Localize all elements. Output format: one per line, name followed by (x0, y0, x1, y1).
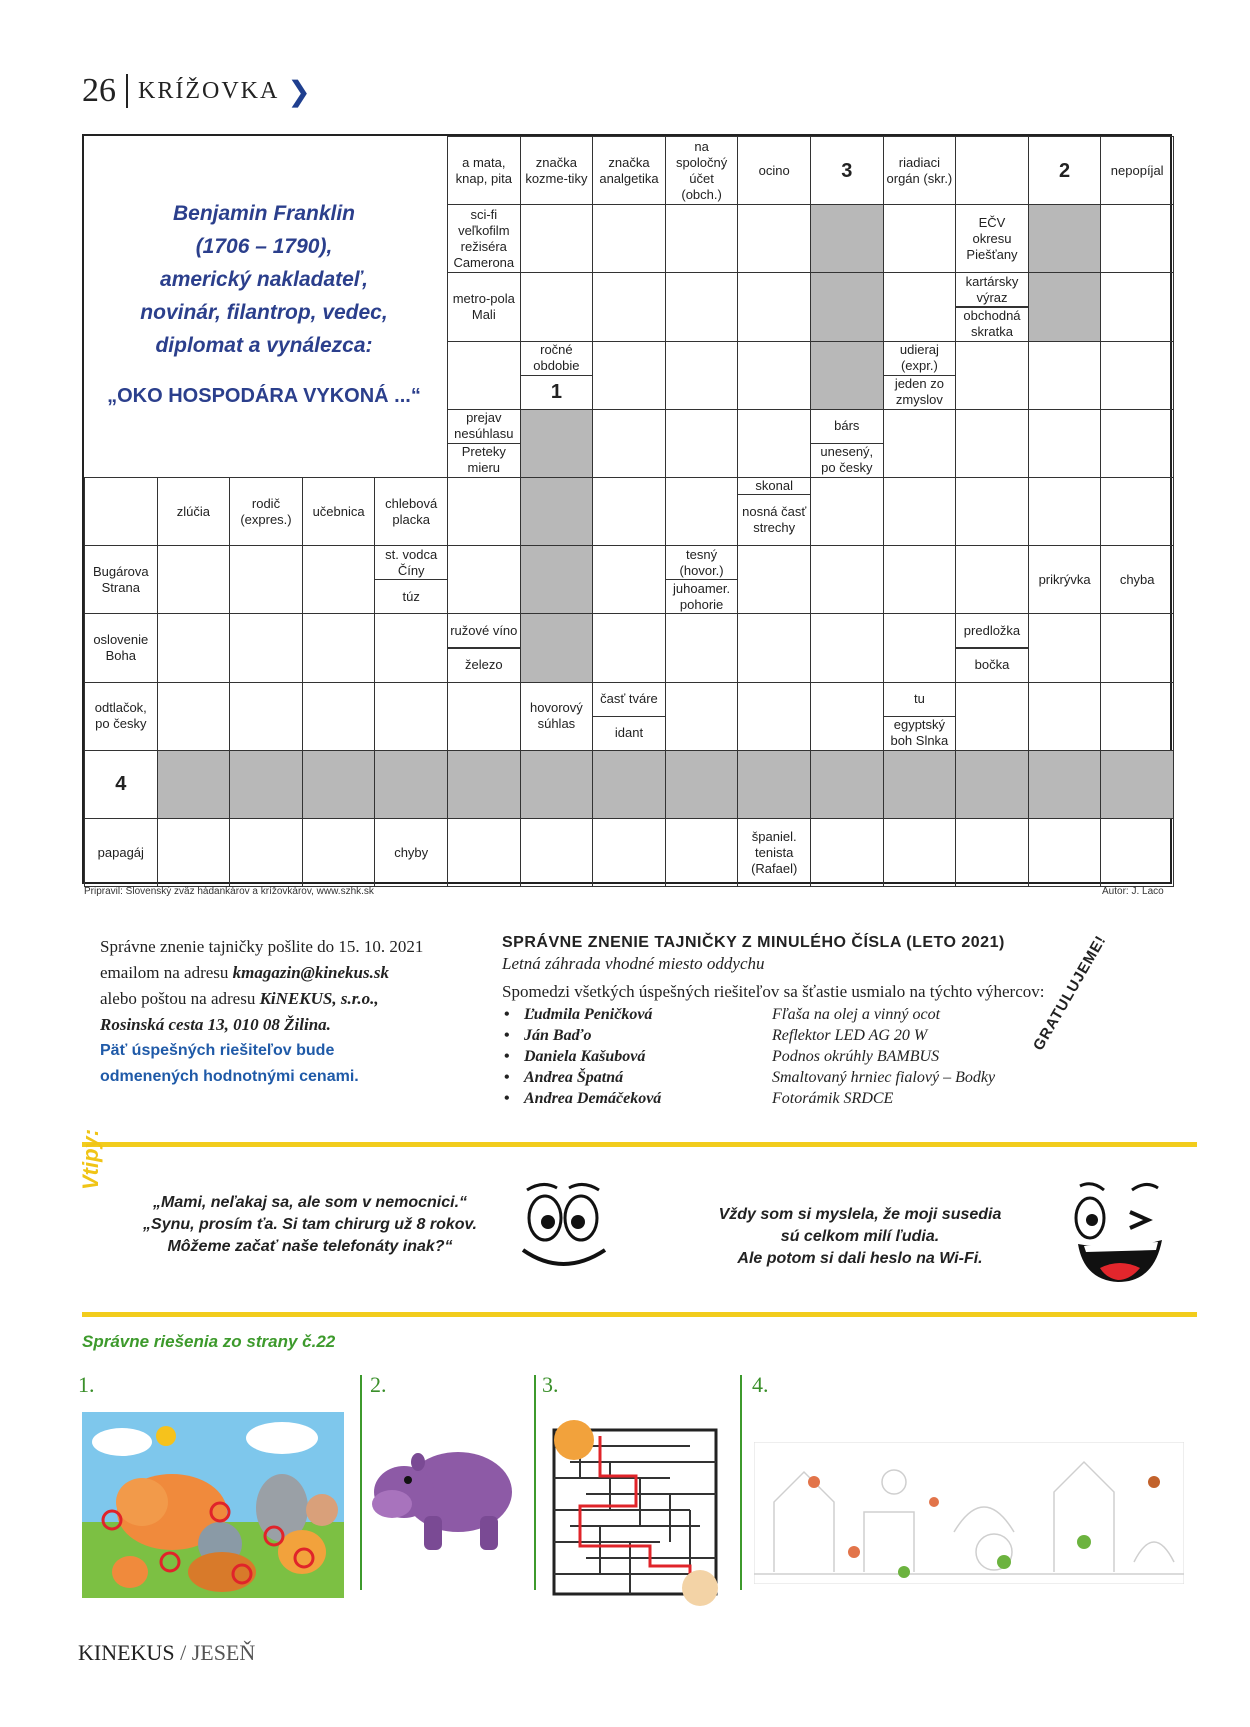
clue-cell: Preteky mieru (447, 443, 521, 478)
answer-cell[interactable] (665, 409, 739, 478)
answer-cell[interactable] (229, 682, 303, 751)
answer-cell[interactable] (592, 818, 666, 887)
answer-cell[interactable] (665, 477, 739, 546)
secret-cell[interactable] (520, 409, 594, 478)
answer-cell[interactable] (810, 613, 884, 682)
answer-cell[interactable] (157, 682, 231, 751)
list-item: • Andrea Demáčeková Fotorámik SRDCE (502, 1090, 1122, 1111)
clue-cell: prejav nesúhlasu (447, 409, 521, 444)
answer-cell[interactable] (592, 204, 666, 273)
secret-cell[interactable] (520, 613, 594, 682)
secret-cell[interactable] (1028, 750, 1102, 819)
answer-cell[interactable] (157, 545, 231, 614)
divider-bottom (82, 1312, 1197, 1317)
answer-cell[interactable] (1028, 477, 1102, 546)
sun-icon (156, 1426, 176, 1446)
number-cell: 2 (1028, 136, 1102, 205)
answer-cell[interactable] (810, 477, 884, 546)
cat-icon (554, 1420, 594, 1460)
secret-cell[interactable] (810, 750, 884, 819)
clue-cell: Bugárova Strana (84, 545, 158, 614)
secret-cell[interactable] (229, 750, 303, 819)
clue-cell: bárs (810, 409, 884, 444)
answer-cell[interactable] (737, 613, 811, 682)
answer-cell[interactable] (447, 477, 521, 546)
clue-cell: časť tváre (592, 682, 666, 717)
answer-cell[interactable] (955, 477, 1029, 546)
clue-cell: predložka (955, 613, 1029, 648)
answer-cell[interactable] (955, 341, 1029, 410)
answer-cell[interactable] (883, 545, 957, 614)
clue-cell: značka kozme-tiky (520, 136, 594, 205)
answer-cell[interactable] (1100, 682, 1174, 751)
clue-cell: papagáj (84, 818, 158, 887)
clue-cell: bočka (955, 648, 1029, 683)
footer: KINEKUS / JESEŇ (78, 1640, 256, 1665)
joke-2: Vždy som si myslela, že moji susedia sú celkom milí ľudia. Ale potom si dali heslo na Wi-Fi. (718, 1206, 1002, 1267)
clue-cell: hovorový súhlas (520, 682, 594, 751)
clue-cell: ružové víno (447, 613, 521, 648)
answer-cell[interactable] (665, 682, 739, 751)
answer-cell[interactable] (883, 818, 957, 887)
clue-cell: chyby (374, 818, 448, 887)
chevron-right-icon: ❯ (287, 74, 311, 108)
clue-cell (955, 136, 1029, 205)
clue-cell: prikrývka (1028, 545, 1102, 614)
answer-cell[interactable] (374, 613, 448, 682)
secret-cell[interactable] (520, 545, 594, 614)
clue-cell: ročné obdobie (520, 341, 594, 376)
clue-cell: juhoamer. pohorie (665, 579, 739, 614)
clue-cell: st. vodca Číny (374, 545, 448, 580)
separator (534, 1375, 536, 1590)
answer-cell[interactable] (1028, 818, 1102, 887)
list-item: • Ľudmila Peničková Fľaša na olej a vinný ocot (502, 1006, 1122, 1027)
answer-cell[interactable] (665, 818, 739, 887)
secret-cell[interactable] (955, 750, 1029, 819)
clue-cell: nosná časť strechy (737, 494, 811, 546)
smiley-icon (515, 1178, 615, 1278)
answer-cell[interactable] (810, 682, 884, 751)
answer-cell[interactable] (302, 545, 376, 614)
solutions-title: Správne riešenia zo strany č.22 (82, 1332, 336, 1351)
hippo-illustration (368, 1432, 518, 1562)
answer-cell[interactable] (1100, 818, 1174, 887)
answer-cell[interactable] (1100, 204, 1174, 273)
clue-cell: na spoločný účet (obch.) (665, 136, 739, 205)
quote-line: Benjamin Franklin (172, 202, 356, 225)
answer-cell[interactable] (592, 477, 666, 546)
credit-left: Pripravil: Slovenský zväz hádankárov a krížovkárov, www.szhk.sk (84, 886, 374, 897)
answer-cell[interactable] (447, 682, 521, 751)
answer-cell[interactable] (157, 613, 231, 682)
answer-cell[interactable] (737, 545, 811, 614)
quote-line: americký nakladateľ, (160, 268, 368, 291)
answer-cell[interactable] (592, 341, 666, 410)
clue-cell: túz (374, 579, 448, 614)
answer-cell[interactable] (592, 613, 666, 682)
answer-cell[interactable] (737, 409, 811, 478)
clue-cell: EČV okresu Piešťany (955, 204, 1029, 273)
answer-cell[interactable] (447, 818, 521, 887)
answer-cell[interactable] (955, 545, 1029, 614)
clue-cell: chyba (1100, 545, 1174, 614)
scene-illustration (754, 1442, 1184, 1584)
answer-cell[interactable] (665, 613, 739, 682)
answer-cell[interactable] (520, 272, 594, 341)
clue-cell: sci-fi veľkofilm režiséra Camerona (447, 204, 521, 273)
quote-line: diplomat a vynálezca: (155, 334, 373, 357)
clue-cell: idant (592, 716, 666, 751)
clue-cell: oslovenie Boha (84, 613, 158, 682)
answer-cell[interactable] (883, 409, 957, 478)
answer-cell[interactable] (520, 204, 594, 273)
credit-right: Autor: J. Laco (1102, 886, 1164, 897)
answer-cell[interactable] (302, 682, 376, 751)
answer-cell[interactable] (157, 818, 231, 887)
send-line: alebo poštou na adresu KiNEKUS, s.r.o., (100, 989, 379, 1008)
answer-cell[interactable] (229, 818, 303, 887)
clue-cell: tesný (hovor.) (665, 545, 739, 580)
dog-icon (682, 1570, 718, 1606)
clue-cell: tu (883, 682, 957, 717)
section-title: KRÍŽOVKA (138, 77, 280, 104)
previous-solution (502, 934, 1122, 1111)
answer-cell[interactable] (955, 409, 1029, 478)
prize-note: odmenených hodnotnými cenami. (100, 1068, 359, 1085)
solution-number: 1. (78, 1372, 95, 1397)
answer-cell[interactable] (1100, 477, 1174, 546)
solution-title: SPRÁVNE ZNENIE TAJNIČKY Z MINULÉHO ČÍSLA (LETO 2021) (502, 934, 1005, 951)
secret-cell[interactable] (665, 750, 739, 819)
secret-cell[interactable] (1028, 272, 1102, 341)
secret-cell[interactable] (520, 477, 594, 546)
quote-saying: „OKO HOSPODÁRA VYKONÁ ...“ (107, 385, 421, 407)
maze-illustration (540, 1416, 730, 1611)
secret-cell[interactable] (1100, 750, 1174, 819)
email-link[interactable]: kmagazin@kinekus.sk (232, 963, 389, 982)
solution-intro: Spomedzi všetkých úspešných riešiteľov sa šťastie usmialo na týchto výhercov: (502, 982, 1045, 1001)
clue-cell: nepopíjal (1100, 136, 1174, 205)
number-cell: 1 (520, 375, 594, 410)
clue-cell: udieraj (expr.) (883, 341, 957, 376)
page-number: 26 (82, 72, 116, 109)
answer-cell[interactable] (592, 545, 666, 614)
quote-line: (1706 – 1790), (195, 235, 333, 258)
clue-cell: chlebová placka (374, 477, 448, 546)
secret-cell[interactable] (810, 272, 884, 341)
clue-cell: riadiaci orgán (skr.) (883, 136, 957, 205)
number-cell: 3 (810, 136, 884, 205)
clue-cell: jeden zo zmyslov (883, 375, 957, 410)
answer-cell[interactable] (302, 818, 376, 887)
header-divider (126, 74, 128, 108)
winking-smiley-icon (1070, 1178, 1175, 1288)
secret-cell[interactable] (810, 204, 884, 273)
solution-number: 4. (752, 1372, 769, 1397)
secret-cell[interactable] (810, 341, 884, 410)
list-item: • Daniela Kašubová Podnos okrúhly BAMBUS (502, 1048, 1122, 1069)
clue-cell: zlúčia (157, 477, 231, 546)
answer-cell[interactable] (810, 818, 884, 887)
clue-cell: značka analgetika (592, 136, 666, 205)
separator (360, 1375, 362, 1590)
secret-cell[interactable] (447, 750, 521, 819)
answer-cell[interactable] (229, 545, 303, 614)
quote-block (84, 136, 444, 474)
clue-cell: ocino (737, 136, 811, 205)
answer-cell[interactable] (1028, 682, 1102, 751)
solution-number: 2. (370, 1372, 387, 1397)
answer-cell[interactable] (374, 682, 448, 751)
clue-cell: obchodná skratka (955, 307, 1029, 342)
answer-cell[interactable] (1100, 341, 1174, 410)
secret-cell[interactable] (520, 750, 594, 819)
list-item: • Andrea Špatná Smaltovaný hrniec fialový – Bodky (502, 1069, 1122, 1090)
winners-list (502, 1006, 1122, 1111)
separator (740, 1375, 742, 1590)
joke-1: „Mami, neľakaj sa, ale som v nemocnici.“ „Synu, prosím ťa. Si tam chirurg už 8 rokov. Môžeme začať naše telefonáty inak?“ (143, 1194, 477, 1255)
answer-cell[interactable] (1028, 613, 1102, 682)
clue-cell: učebnica (302, 477, 376, 546)
answer-cell[interactable] (665, 204, 739, 273)
page-header (82, 72, 311, 110)
answer-cell[interactable] (665, 272, 739, 341)
answer-cell[interactable] (883, 272, 957, 341)
secret-cell[interactable] (592, 750, 666, 819)
answer-cell[interactable] (1028, 341, 1102, 410)
answer-cell[interactable] (1100, 272, 1174, 341)
secret-cell[interactable] (883, 750, 957, 819)
clue-cell: španiel. tenista (Rafael) (737, 818, 811, 887)
answer-cell[interactable] (737, 204, 811, 273)
clue-cell: železo (447, 648, 521, 683)
answer-cell[interactable] (810, 545, 884, 614)
answer-cell[interactable] (447, 341, 521, 410)
answer-cell[interactable] (737, 272, 811, 341)
answer-cell[interactable] (229, 613, 303, 682)
number-cell: 4 (84, 750, 158, 819)
clue-cell: a mata, knap, pita (447, 136, 521, 205)
send-line: Rosinská cesta 13, 010 08 Žilina. (100, 1015, 331, 1034)
answer-cell[interactable] (737, 682, 811, 751)
clue-cell: metro-pola Mali (447, 272, 521, 341)
clue-cell: skonal (737, 477, 811, 495)
list-item: • Ján Baďo Reflektor LED AG 20 W (502, 1027, 1122, 1048)
cats-illustration (82, 1412, 344, 1598)
answer-cell[interactable] (1100, 409, 1174, 478)
jokes-label: Vtipy: (78, 1128, 103, 1190)
footer-season: JESEŇ (191, 1640, 256, 1665)
congrats-text: GRATULUJEME! (1030, 932, 1110, 1054)
answer-cell[interactable] (592, 409, 666, 478)
answer-cell[interactable] (955, 818, 1029, 887)
answer-cell[interactable] (447, 545, 521, 614)
answer-cell[interactable] (84, 477, 158, 546)
quote-line: novinár, filantrop, vedec, (140, 301, 388, 324)
divider-top (82, 1142, 1197, 1147)
clue-cell: egyptský boh Slnka (883, 716, 957, 751)
solution-number: 3. (542, 1372, 559, 1397)
answer-cell[interactable] (1028, 409, 1102, 478)
answer-cell[interactable] (520, 818, 594, 887)
answer-cell[interactable] (883, 613, 957, 682)
answer-cell[interactable] (955, 682, 1029, 751)
answer-cell[interactable] (1100, 613, 1174, 682)
secret-cell[interactable] (374, 750, 448, 819)
answer-cell[interactable] (302, 613, 376, 682)
answer-cell[interactable] (665, 341, 739, 410)
send-info (100, 934, 423, 1090)
clue-cell: unesený, po česky (810, 443, 884, 478)
clue-cell: kartársky výraz (955, 272, 1029, 307)
footer-brand: KINEKUS (78, 1640, 175, 1665)
answer-cell[interactable] (592, 272, 666, 341)
secret-cell[interactable] (737, 750, 811, 819)
secret-cell[interactable] (1028, 204, 1102, 273)
send-line: Správne znenie tajničky pošlite do 15. 10. 2021 (100, 937, 424, 956)
secret-cell[interactable] (302, 750, 376, 819)
answer-cell[interactable] (737, 341, 811, 410)
clue-cell: odtlačok, po česky (84, 682, 158, 751)
answer-cell[interactable] (883, 477, 957, 546)
prize-note: Päť úspešných riešiteľov bude (100, 1042, 335, 1059)
clue-cell: rodič (expres.) (229, 477, 303, 546)
send-line: emailom na adresu kmagazin@kinekus.sk (100, 963, 389, 982)
answer-cell[interactable] (883, 204, 957, 273)
solution-answer: Letná záhrada vhodné miesto oddychu (502, 954, 765, 973)
secret-cell[interactable] (157, 750, 231, 819)
